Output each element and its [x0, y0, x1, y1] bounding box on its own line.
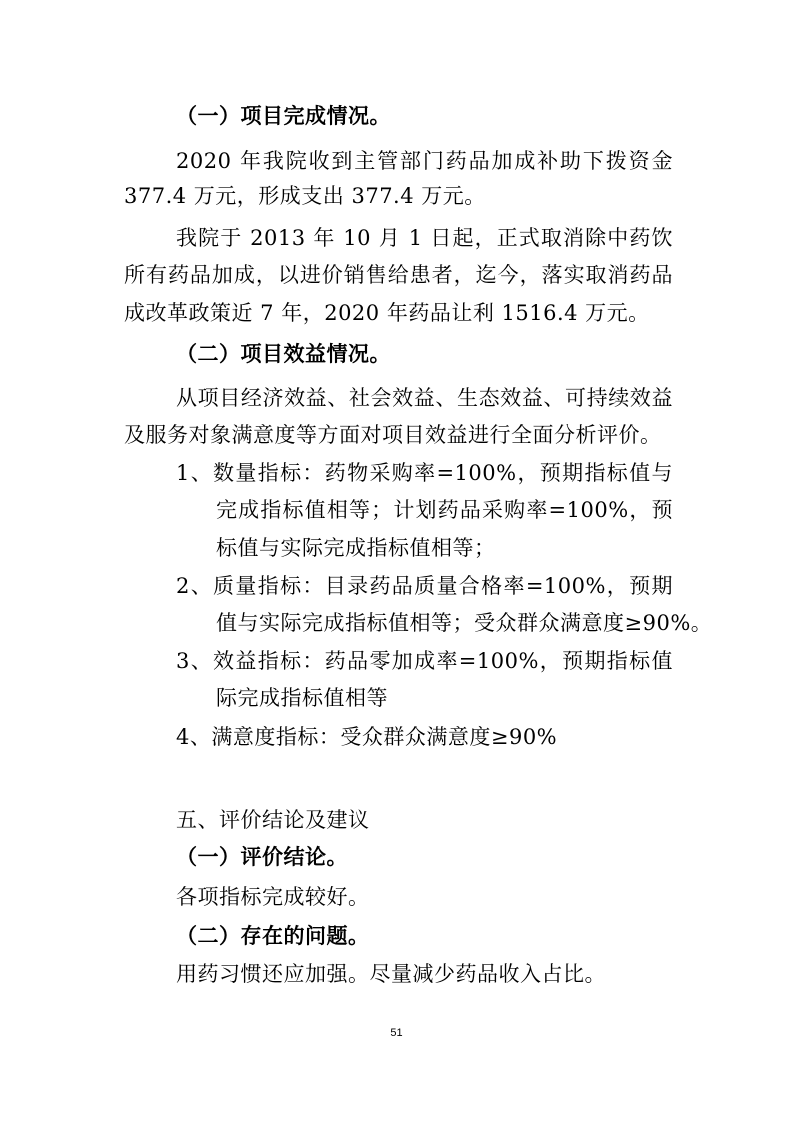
list-item-satisfaction: 4、满意度指标：受众群众满意度≥90% [176, 725, 558, 749]
paragraph-conclusion: 各项指标完成较好。 [176, 885, 370, 909]
subheading-project-benefits: （二）项目效益情况。 [176, 342, 391, 366]
paragraph-policy-line-3: 成改革政策近 7 年，2020 年药品让利 1516.4 万元。 [124, 301, 650, 325]
subheading-evaluation-conclusion: （一）评价结论。 [176, 845, 348, 869]
paragraph-benefits-line-2: 及服务对象满意度等方面对项目效益进行全面分析评价。 [124, 423, 662, 447]
list-item-quantity-line-2: 完成指标值相等；计划药品采购率=100%，预 [216, 498, 673, 522]
section-heading-conclusion: 五、评价结论及建议 [176, 808, 370, 832]
paragraph-funds-line-2: 377.4 万元，形成支出 377.4 万元。 [124, 184, 486, 208]
list-item-quality-line-1: 2、质量指标：目录药品质量合格率=100%，预期 [176, 574, 673, 598]
paragraph-policy-line-1: 我院于 2013 年 10 月 1 日起，正式取消除中药饮 [176, 226, 673, 250]
list-item-quality-line-2: 值与实际完成指标值相等；受众群众满意度≥90%。 [216, 611, 713, 635]
list-item-benefit-line-2: 际完成指标值相等 [216, 686, 388, 710]
paragraph-funds-line-1: 2020 年我院收到主管部门药品加成补助下拨资金 [176, 149, 673, 173]
paragraph-policy-line-2: 所有药品加成，以进价销售给患者，迄今，落实取消药品 [124, 263, 673, 287]
subheading-project-completion: （一）项目完成情况。 [176, 104, 391, 128]
subheading-existing-problems: （二）存在的问题。 [176, 924, 370, 948]
list-item-quantity-line-1: 1、数量指标：药物采购率=100%，预期指标值与 [176, 461, 673, 485]
paragraph-problems: 用药习惯还应加强。尽量减少药品收入占比。 [176, 962, 606, 986]
list-item-quantity-line-3: 标值与实际完成指标值相等； [216, 536, 496, 560]
page-number: 51 [390, 1027, 403, 1039]
paragraph-benefits-line-1: 从项目经济效益、社会效益、生态效益、可持续效益 [176, 386, 673, 410]
list-item-benefit-line-1: 3、效益指标：药品零加成率=100%，预期指标值 [176, 649, 673, 673]
